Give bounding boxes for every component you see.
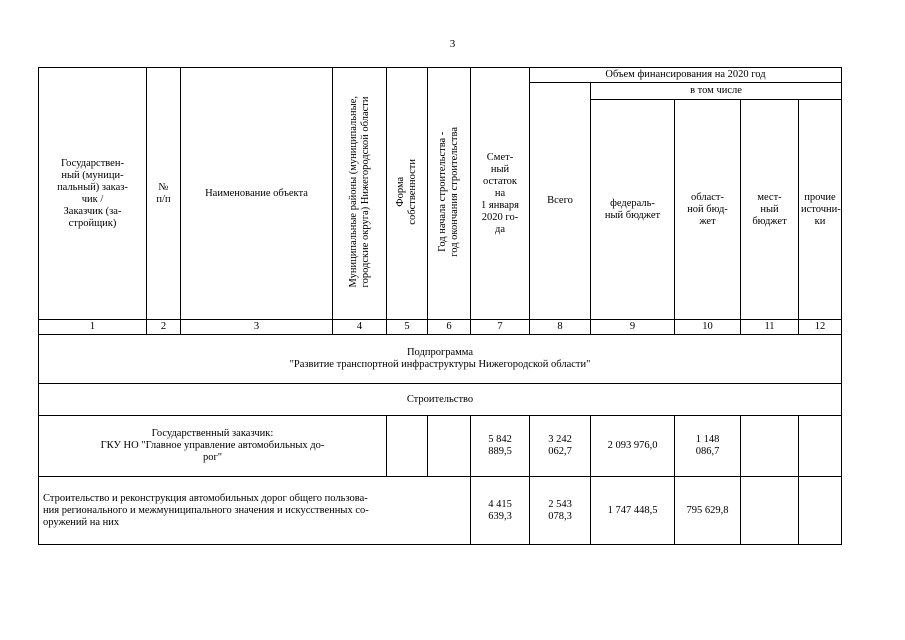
col-number: 10 [675, 320, 741, 335]
col-number: 4 [333, 320, 387, 335]
subprogram-title: Подпрограмма "Развитие транспортной инфраструктуры Нижегородской области" [39, 335, 842, 384]
row-years [428, 416, 471, 477]
table-row [39, 477, 842, 545]
col-number: 9 [591, 320, 675, 335]
districts-label: Муниципальные районы (муниципальные, городские округа) Нижегородской области [347, 95, 371, 288]
col-number: 7 [471, 320, 530, 335]
header-regional: област- ной бюд- жет [675, 100, 741, 320]
row-federal: 2 093 976,0 [591, 416, 675, 477]
header-districts [333, 68, 387, 320]
row-other [799, 477, 842, 545]
header-including: в том числе [591, 83, 842, 100]
header-object-name: Наименование объекта [181, 68, 333, 320]
ownership-label: Форма собственности [395, 158, 418, 225]
row-regional: 1 148 086,7 [675, 416, 741, 477]
row-total: 2 543 078,3 [530, 477, 591, 545]
header-num: № п/п [147, 68, 181, 320]
header-federal: федераль- ный бюджет [591, 100, 675, 320]
col-number: 3 [181, 320, 333, 335]
header-years [428, 68, 471, 320]
row-total: 3 242 062,7 [530, 416, 591, 477]
col-number: 6 [428, 320, 471, 335]
row-federal: 1 747 448,5 [591, 477, 675, 545]
row-estimate: 4 415 639,3 [471, 477, 530, 545]
row-other [799, 416, 842, 477]
col-number: 5 [387, 320, 428, 335]
row-ownership [387, 416, 428, 477]
page-number: 3 [449, 38, 456, 50]
table-row [39, 416, 842, 477]
col-number: 12 [799, 320, 842, 335]
col-number: 1 [39, 320, 147, 335]
column-numbers-row [39, 320, 842, 335]
col-number: 11 [741, 320, 799, 335]
row-label: Строительство и реконструкция автомобильных дорог общего пользова- ния регионального и межмуниципального значения и искусственных со- оружений на них [39, 477, 471, 545]
header-total: Всего [530, 83, 591, 320]
col-number: 2 [147, 320, 181, 335]
section-title: Строительство [39, 384, 842, 416]
row-local [741, 416, 799, 477]
col-number: 8 [530, 320, 591, 335]
header-funding: Объем финансирования на 2020 год [530, 68, 842, 83]
years-label: Год начала строительства - год окончания строительства [437, 126, 460, 257]
header-customer: Государствен- ный (муници- пальный) заказ- чик / Заказчик (за- стройщик) [39, 68, 147, 320]
row-label: Государственный заказчик: ГКУ НО "Главное управление автомобильных до- рог" [39, 416, 387, 477]
row-local [741, 477, 799, 545]
row-regional: 795 629,8 [675, 477, 741, 545]
financing-table [38, 67, 842, 545]
header-ownership [387, 68, 428, 320]
header-other: прочие источни- ки [799, 100, 842, 320]
row-estimate: 5 842 889,5 [471, 416, 530, 477]
header-local: мест- ный бюджет [741, 100, 799, 320]
header-estimate: Смет- ный остаток на 1 января 2020 го- да [471, 68, 530, 320]
